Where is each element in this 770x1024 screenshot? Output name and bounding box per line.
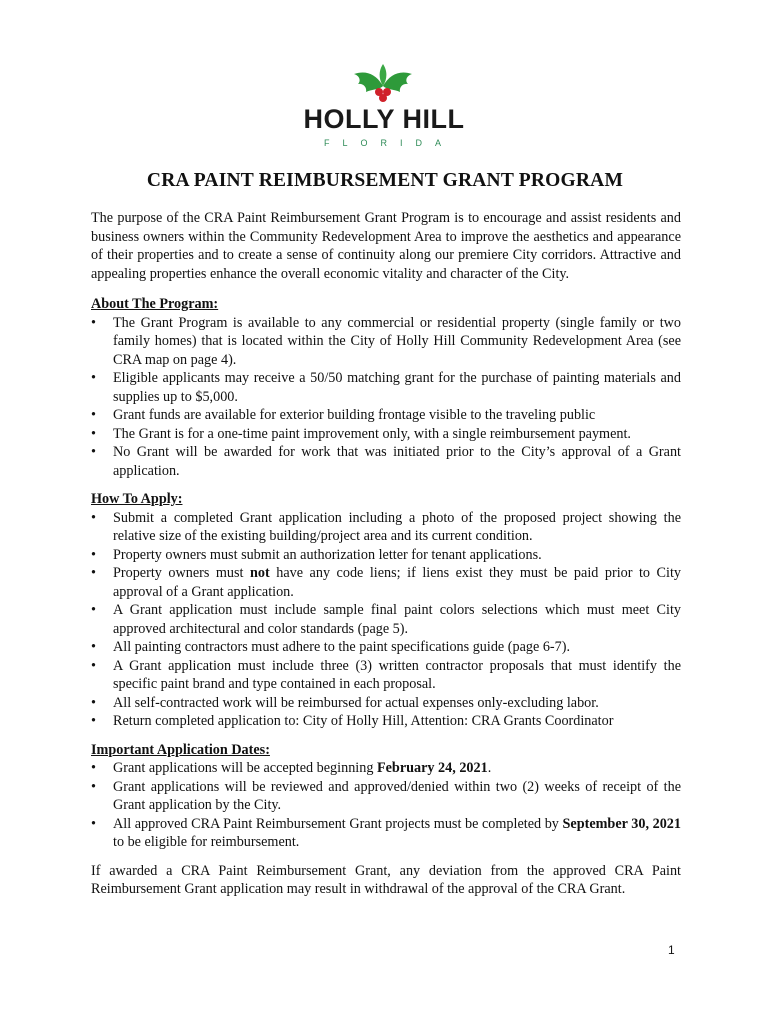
closing-paragraph: If awarded a CRA Paint Reimbursement Grant, any deviation from the approved CRA Paint Reimbursement Grant application may result in withdrawal of the approval of the CRA Grant. [91, 862, 681, 897]
apply-heading: How To Apply: [91, 491, 183, 507]
list-item: • Submit a completed Grant application including a photo of the proposed project showing the relative size of the existing building/project area and its current condition. [91, 509, 681, 546]
list-item [91, 815, 681, 852]
text-run: Property owners must [113, 565, 250, 581]
intro-paragraph: The purpose of the CRA Paint Reimbursement Grant Program is to encourage and assist residents and business owners within the Community Redevelopment Area to improve the aesthetics and appearance of their properties and to create a sense of continuity along our premiere City corridors. Attractive and appealing properties enhance the overall economic vitality and character of the City. [91, 210, 681, 282]
about-heading: About The Program: [91, 296, 219, 312]
logo-name: HOLLY HILL [303, 104, 465, 134]
list-item: • Eligible applicants may receive a 50/50 matching grant for the purchase of painting materials and supplies up to $5,000. [91, 369, 681, 406]
document-body [91, 209, 681, 899]
text-run: . [487, 760, 492, 776]
holly-hill-logo [298, 64, 470, 150]
apply-list [91, 509, 681, 731]
list-item [91, 759, 681, 778]
list-item: • Grant applications will be reviewed and approved/denied within two (2) weeks of receipt of the Grant application by the City. [91, 778, 681, 815]
emphasis-text: not [250, 565, 270, 581]
page-title: CRA PAINT REIMBURSEMENT GRANT PROGRAM [146, 170, 624, 191]
text-run: All approved CRA Paint Reimbursement Grant projects must be completed by [113, 815, 563, 832]
list-item: • All painting contractors must adhere to the paint specifications guide (page 6-7). [91, 638, 681, 657]
list-item: • The Grant is for a one-time paint improvement only, with a single reimbursement payment. [91, 425, 681, 444]
list-item: • Return completed application to: City of Holly Hill, Attention: CRA Grants Coordinator [91, 712, 681, 731]
list-item: • A Grant application must include three (3) written contractor proposals that must identify the specific paint brand and type contained in each proposal. [91, 657, 681, 694]
list-item: • No Grant will be awarded for work that was initiated prior to the City’s approval of a Grant application. [91, 443, 681, 480]
logo-state: FLORIDA [323, 138, 454, 148]
text-run: have any code liens; if liens exist they must be paid prior to City approval of a Grant application. [113, 565, 681, 600]
list-item: • All self-contracted work will be reimbursed for actual expenses only-excluding labor. [91, 694, 681, 713]
list-item [91, 564, 681, 601]
emphasis-text: September 30, 2021 [562, 815, 681, 832]
about-list [91, 314, 681, 481]
emphasis-text: February 24, 2021 [376, 760, 488, 776]
list-item: • Property owners must submit an authorization letter for tenant applications. [91, 546, 681, 565]
dates-heading: Important Application Dates: [91, 741, 270, 758]
holly-leaf-icon [352, 64, 414, 104]
list-item: • Grant funds are available for exterior building frontage visible to the traveling public [91, 406, 681, 425]
page-number: 1 [668, 943, 675, 957]
dates-list [91, 759, 681, 852]
text-run: Grant applications will be accepted beginning [113, 760, 377, 776]
list-item: • The Grant Program is available to any commercial or residential property (single family or two family homes) that is located within the City of Holly Hill Community Redevelopment Area (see CRA map on page 4). [91, 314, 681, 370]
text-run: to be eligible for reimbursement. [113, 834, 300, 850]
list-item: • A Grant application must include sample final paint colors selections which must meet City approved architectural and color standards (page 5). [91, 601, 681, 638]
